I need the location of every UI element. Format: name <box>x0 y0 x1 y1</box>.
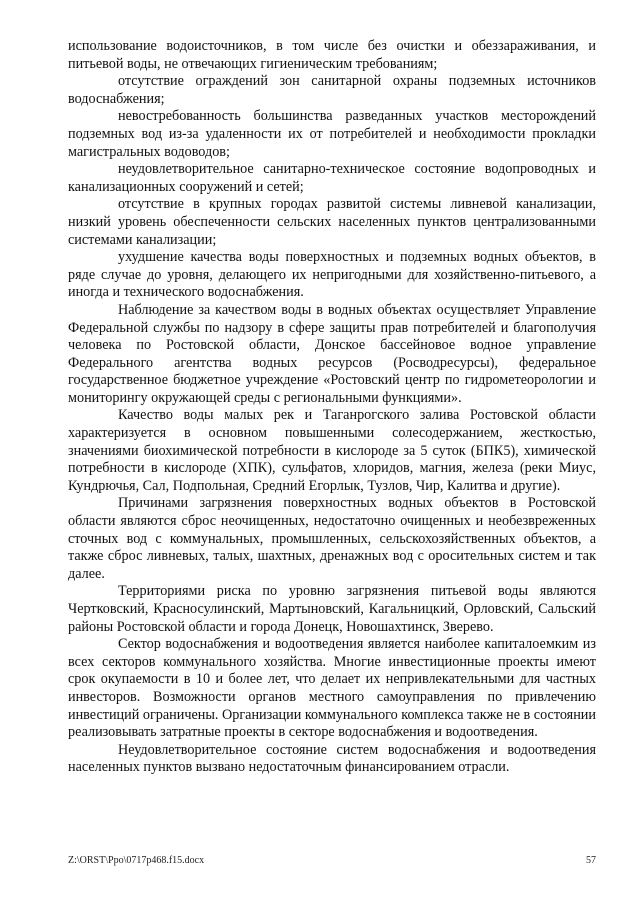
document-body <box>68 38 596 777</box>
paragraph-9: Причинами загрязнения поверхностных водных объектов в Ростовской области являются сброс неочищенных, недостаточно очищенных и необезвреженных сточных вод с коммунальных, промышленных, сельскохозяйственных объектов, а также сброс ливневых, талых, шахтных, дренажных вод с оросительных систем и так далее. <box>68 495 596 582</box>
paragraph-11: Сектор водоснабжения и водоотведения является наиболее капиталоемким из всех секторов коммунального хозяйства. Многие инвестиционные проекты имеют срок окупаемости в 10 и более лет, что делает их непривлекательными для частных инвесторов. Возможности органов местного самоуправления по привлечению инвестиций ограничены. Организации коммунального комплекса также не в состоянии реализовывать затратные проекты в секторе водоснабжения и водоотведения. <box>68 636 596 741</box>
paragraph-3: невостребованность большинства разведанных участков месторождений подземных вод из-за удаленности их от потребителей и необходимости прокладки магистральных водоводов; <box>68 108 596 160</box>
paragraph-8: Качество воды малых рек и Таганрогского залива Ростовской области характеризуется в основном повышенными солесодержанием, жесткостью, значениями биохимической потребности в кислороде за 5 суток (БПК5), химической потребности в кислороде (ХПК), сульфатов, хлоридов, магния, железа (реки Миус, Кундрючья, Сал, Подпольная, Средний Егорлык, Тузлов, Чир, Калитва и другие). <box>68 407 596 494</box>
paragraph-12: Неудовлетворительное состояние систем водоснабжения и водоотведения населенных пунктов вызвано недостаточным финансированием отрасли. <box>68 741 596 776</box>
paragraph-1: использование водоисточников, в том числе без очистки и обеззараживания, и питьевой воды, не отвечающих гигиеническим требованиям; <box>68 38 596 72</box>
paragraph-5: отсутствие в крупных городах развитой системы ливневой канализации, низкий уровень обеспеченности сельских населенных пунктов централизованными системами канализации; <box>68 196 596 248</box>
paragraph-2: отсутствие ограждений зон санитарной охраны подземных источников водоснабжения; <box>68 73 596 107</box>
paragraph-7: Наблюдение за качеством воды в водных объектах осуществляет Управление Федеральной службы по надзору в сфере защиты прав потребителей и благополучия человека по Ростовской области, Донское бассейновое водное управление Федерального агентства водных ресурсов (Росводресурсы), федеральное государственное бюджетное учреждение «Ростовский центр по гидрометеорологии и мониторингу окружающей среды с региональными функциями». <box>68 301 596 406</box>
footer-page-number: 57 <box>586 855 596 866</box>
footer-file-path: Z:\ORST\Ppo\0717p468.f15.docx <box>68 855 205 866</box>
paragraph-10: Территориями риска по уровню загрязнения питьевой воды являются Чертковский, Красносулинский, Мартыновский, Кагальницкий, Орловский, Сальский районы Ростовской области и города Донецк, Новошахтинск, Зверево. <box>68 583 596 635</box>
paragraph-6: ухудшение качества воды поверхностных и подземных водных объектов, в ряде случае до уровня, делающего их непригодными для хозяйственно-питьевого, а иногда и технического водоснабжения. <box>68 249 596 301</box>
paragraph-4: неудовлетворительное санитарно-техническое состояние водопроводных и канализационных сооружений и сетей; <box>68 161 596 195</box>
